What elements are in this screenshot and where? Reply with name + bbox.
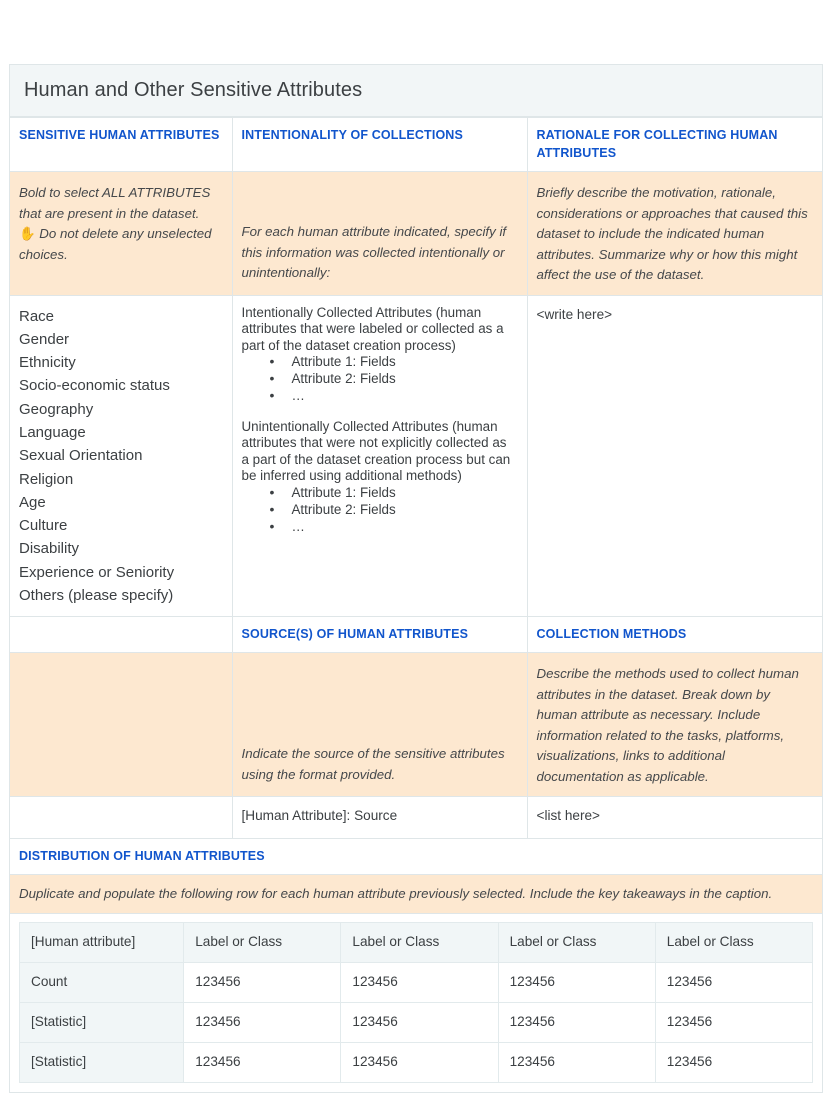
table-cell[interactable]: 123456 — [655, 1003, 812, 1043]
table-cell[interactable]: 123456 — [341, 963, 498, 1003]
page-title: Human and Other Sensitive Attributes — [24, 79, 363, 101]
attribute-item[interactable]: Age — [19, 493, 46, 511]
raised-hand-icon: ✋ — [19, 226, 36, 241]
table-header-cell: Label or Class — [184, 923, 341, 963]
note-cell-distribution-instructions: Duplicate and populate the following row for each human attribute previously selected. Include the key takeaways in the caption. — [10, 875, 822, 914]
table-cell[interactable]: 123456 — [498, 963, 655, 1003]
attribute-item[interactable]: Religion — [19, 470, 74, 488]
attribute-item[interactable]: Others (please specify) — [19, 587, 174, 605]
intentional-attribute-list[interactable] — [242, 354, 518, 404]
header-cell-collection-methods: COLLECTION METHODS — [527, 617, 822, 653]
distribution-table — [19, 922, 813, 1083]
table-cell[interactable]: 123456 — [184, 963, 341, 1003]
list-item[interactable]: • Attribute 1: Fields — [292, 354, 518, 371]
collection-methods-placeholder[interactable]: <list here> — [536, 808, 600, 824]
list-item[interactable]: • Attribute 2: Fields — [292, 371, 518, 388]
table-cell[interactable]: 123456 — [341, 1003, 498, 1043]
sensitive-attributes-card — [9, 64, 823, 1093]
header-cell-intentionality: INTENTIONALITY OF COLLECTIONS — [232, 118, 527, 172]
header-cell-sensitive-human-attributes: SENSITIVE HUMAN ATTRIBUTES — [10, 118, 232, 172]
attribute-item[interactable]: Gender — [19, 330, 70, 348]
section-two-content-row — [10, 797, 822, 839]
attribute-item[interactable]: Geography — [19, 400, 94, 418]
table-header-cell: Label or Class — [341, 923, 498, 963]
sensitive-attributes-list[interactable] — [19, 305, 223, 608]
header-cell-sources: SOURCE(S) OF HUMAN ATTRIBUTES — [232, 617, 527, 653]
table-row — [20, 1043, 813, 1083]
note-attributes-line2: Do not delete any unselected choices. — [19, 226, 212, 262]
unintentional-heading: Unintentionally Collected Attributes (human attributes that were not explicitly collected as a part of the dataset creation process but can be inferred using additional methods) — [241, 418, 511, 484]
rationale-placeholder[interactable]: <write here> — [536, 306, 613, 322]
note-cell-collection-methods-instructions: Describe the methods used to collect human attributes in the dataset. Break down by human attribute as necessary. Include information related to the tasks, platforms, visualizations, links to additional documentation as applicable. — [527, 653, 822, 797]
table-cell[interactable]: 123456 — [655, 1043, 812, 1083]
table-header-row — [20, 923, 813, 963]
section-one-header-row — [10, 118, 822, 172]
source-value-cell[interactable] — [232, 797, 527, 839]
list-item[interactable]: • Attribute 1: Fields — [292, 485, 518, 502]
list-item[interactable]: • Attribute 2: Fields — [292, 502, 518, 519]
note-attributes-line1: Bold to select ALL ATTRIBUTES that are present in the dataset. — [19, 185, 211, 221]
table-cell[interactable]: 123456 — [184, 1003, 341, 1043]
attribute-item[interactable]: Language — [19, 423, 86, 441]
distribution-table-wrapper — [10, 914, 822, 1093]
header-cell-distribution: DISTRIBUTION OF HUMAN ATTRIBUTES — [10, 839, 822, 875]
note-cell-rationale-instructions: Briefly describe the motivation, rationale, considerations or approaches that caused this dataset to include the indicated human attributes. Summarize why or how this might affect the use of the dataset. — [527, 172, 822, 296]
table-row — [20, 963, 813, 1003]
attribute-item[interactable]: Socio-economic status — [19, 377, 170, 395]
attribute-item[interactable]: Experience or Seniority — [19, 563, 175, 581]
empty-cell — [10, 797, 232, 839]
row-label-cell[interactable]: [Statistic] — [20, 1043, 184, 1083]
row-label-cell[interactable]: Count — [20, 963, 184, 1003]
empty-peach-cell — [10, 653, 232, 797]
table-header-cell: Label or Class — [498, 923, 655, 963]
table-cell[interactable]: 123456 — [655, 963, 812, 1003]
table-header-cell: [Human attribute] — [20, 923, 184, 963]
spacer — [242, 405, 518, 419]
section-two-header-row — [10, 617, 822, 653]
section-one-content-row — [10, 295, 822, 617]
section-two-note-row — [10, 653, 822, 797]
section-one-table — [10, 117, 822, 1092]
card-title-bar — [10, 65, 822, 117]
list-item[interactable]: • … — [292, 519, 518, 536]
intentional-heading: Intentionally Collected Attributes (human attributes that were labeled or collected as a part of the dataset creation process) — [241, 304, 504, 353]
unintentional-attribute-list[interactable] — [242, 485, 518, 535]
table-cell[interactable]: 123456 — [498, 1003, 655, 1043]
table-row — [20, 1003, 813, 1043]
attributes-list-cell[interactable] — [10, 295, 232, 617]
section-three-header-row — [10, 839, 822, 875]
empty-cell — [10, 617, 232, 653]
row-label-cell[interactable]: [Statistic] — [20, 1003, 184, 1043]
intentionality-content-cell[interactable] — [232, 295, 527, 617]
attribute-item[interactable]: Culture — [19, 517, 68, 535]
header-cell-rationale: RATIONALE FOR COLLECTING HUMAN ATTRIBUTES — [527, 118, 822, 172]
table-cell[interactable]: 123456 — [498, 1043, 655, 1083]
table-cell[interactable]: 123456 — [341, 1043, 498, 1083]
list-item[interactable]: • … — [292, 388, 518, 405]
attribute-item[interactable]: Disability — [19, 540, 80, 558]
attribute-item[interactable]: Sexual Orientation — [19, 447, 143, 465]
source-value[interactable]: [Human Attribute]: Source — [241, 808, 398, 824]
section-three-table-row — [10, 914, 822, 1093]
rationale-content-cell[interactable] — [527, 295, 822, 617]
attribute-item[interactable]: Race — [19, 307, 55, 325]
note-cell-attributes-instructions — [10, 172, 232, 296]
section-three-note-row — [10, 875, 822, 914]
section-one-note-row — [10, 172, 822, 296]
attribute-item[interactable]: Ethnicity — [19, 354, 76, 372]
table-cell[interactable]: 123456 — [184, 1043, 341, 1083]
collection-methods-value-cell[interactable] — [527, 797, 822, 839]
table-header-cell: Label or Class — [655, 923, 812, 963]
note-cell-sources-instructions: Indicate the source of the sensitive attributes using the format provided. — [232, 653, 527, 797]
note-cell-intentionality-instructions: For each human attribute indicated, specify if this information was collected intentionally or unintentionally: — [232, 172, 527, 296]
